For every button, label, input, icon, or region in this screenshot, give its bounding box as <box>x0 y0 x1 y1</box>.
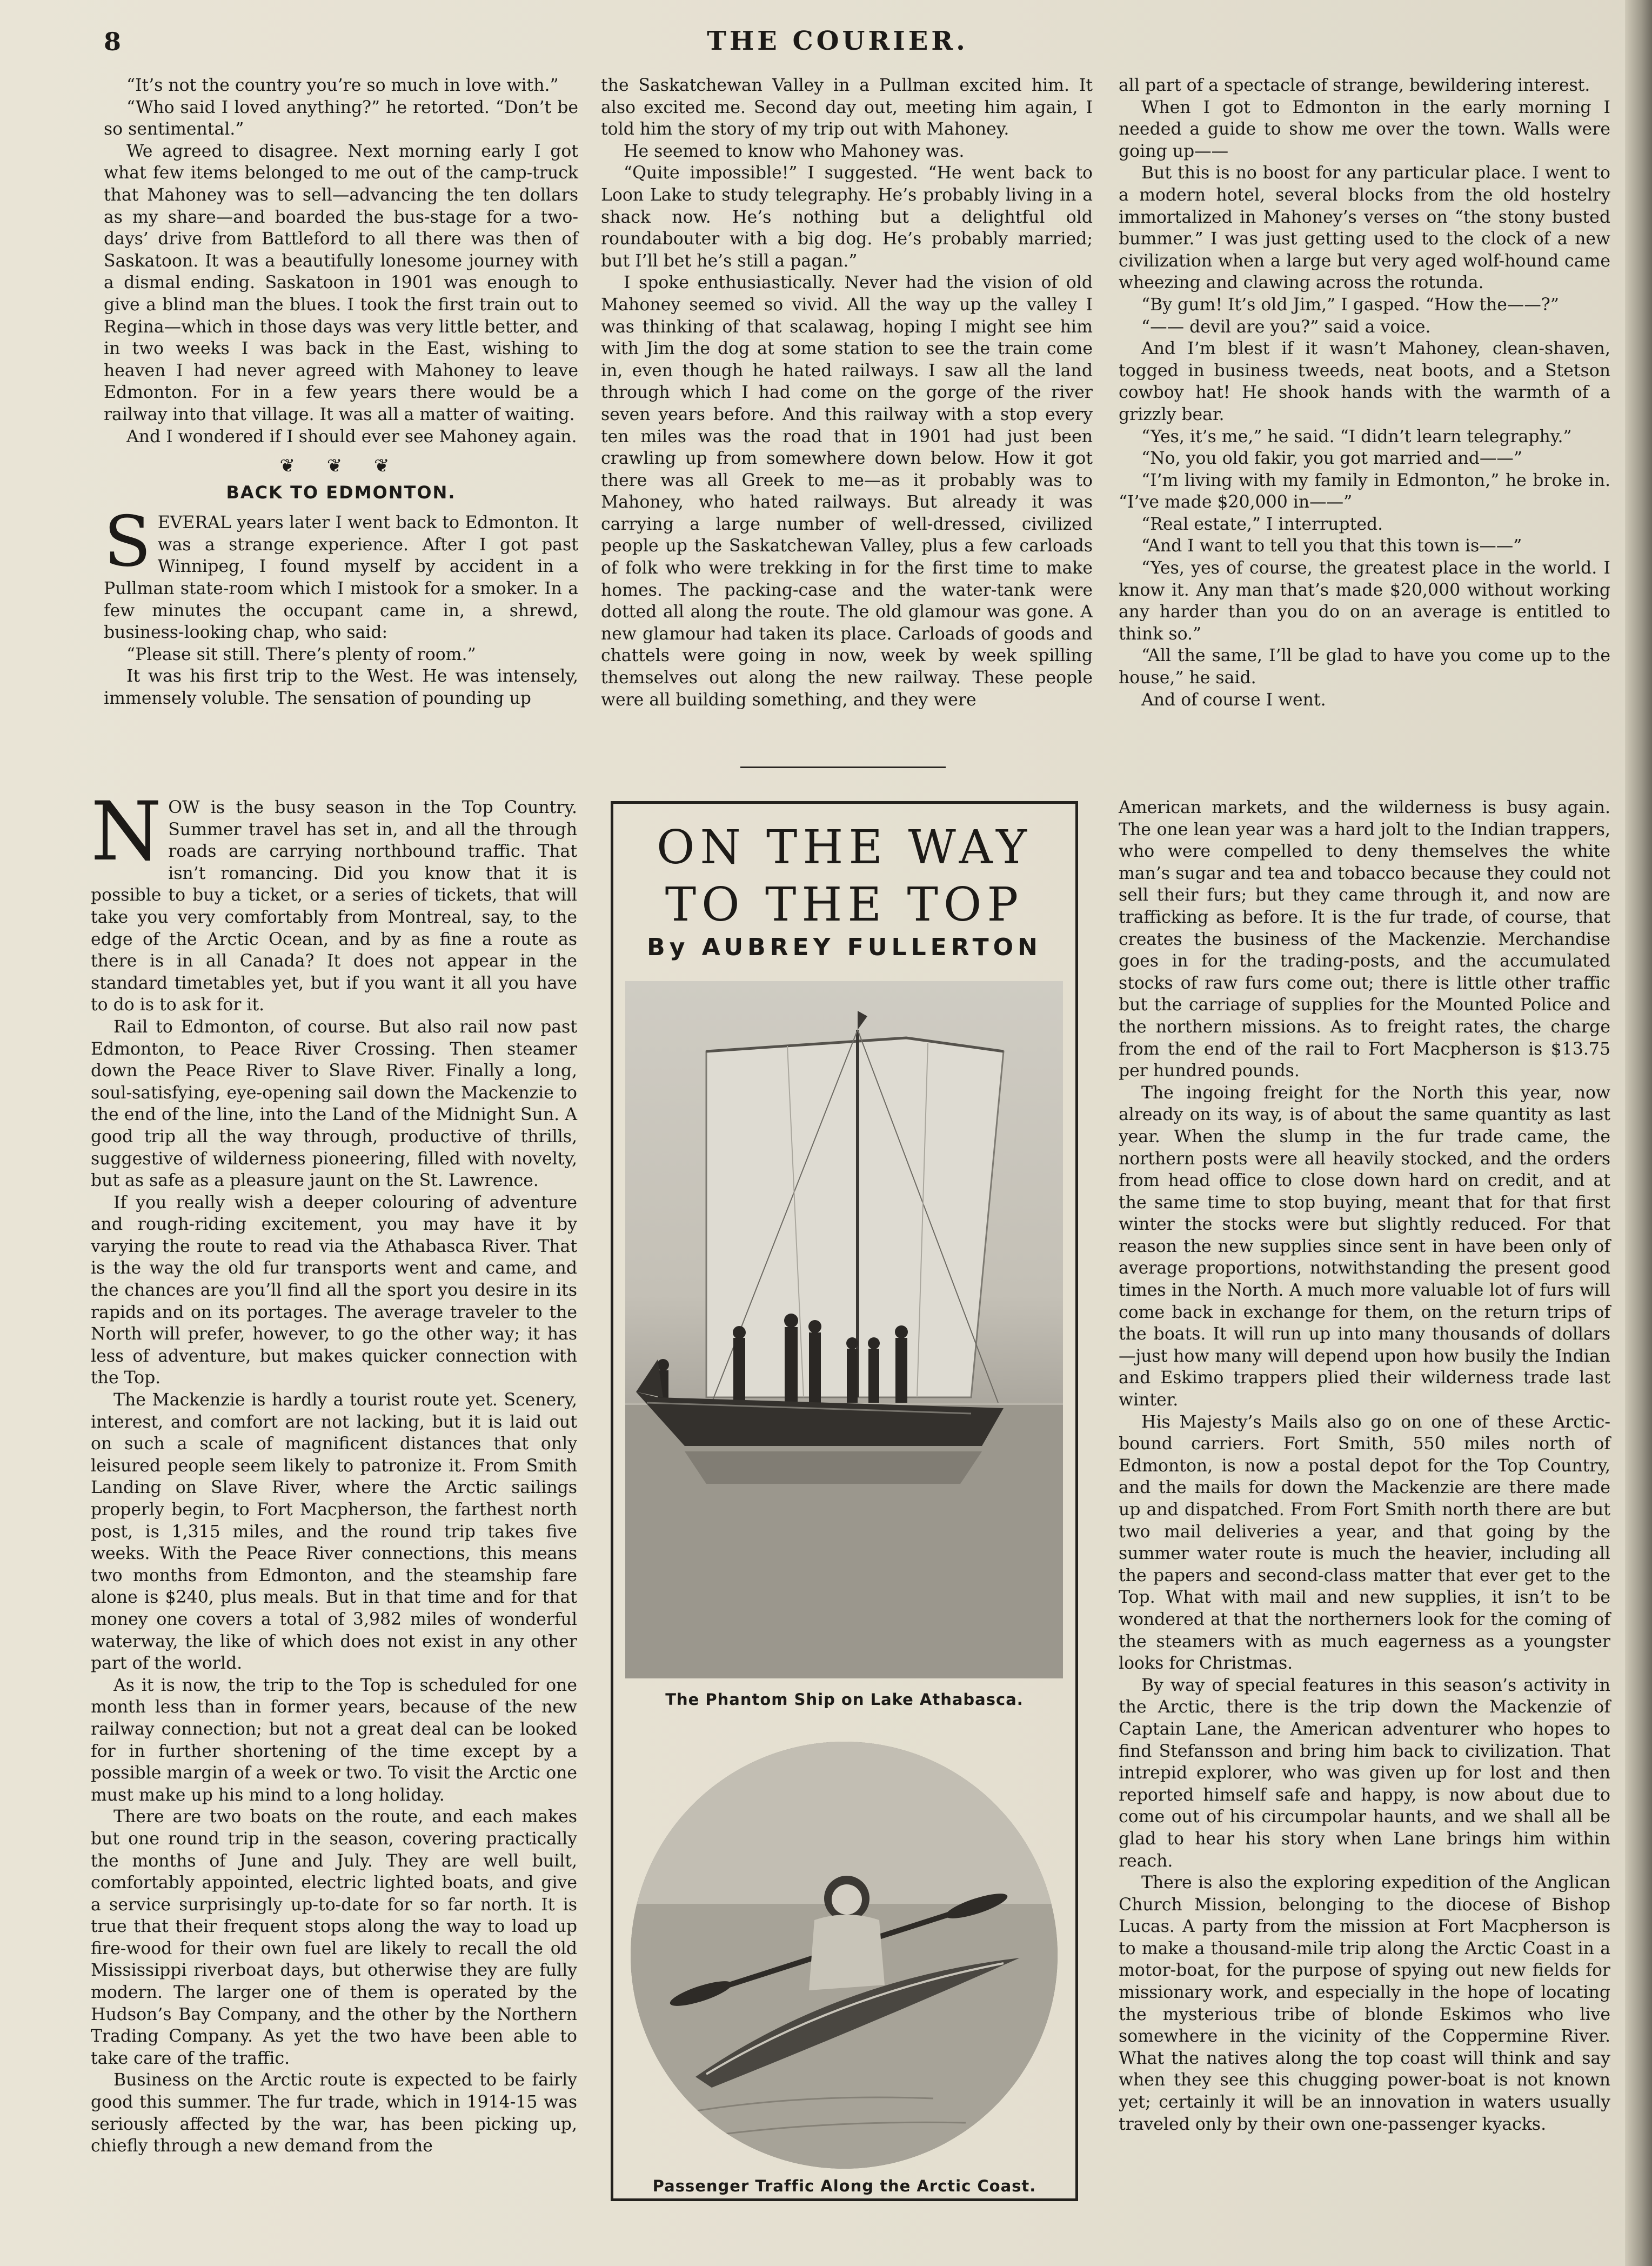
page-number: 8 <box>104 27 122 56</box>
sailboat-illustration <box>625 981 1063 1678</box>
paragraph: SEVERAL years later I went back to Edmonton. It was a strange experience. After I got past Winnipeg, I found myself by accident in a Pullman state-room which I mistook for a smoker. In a few minutes the occupant came in, a shrewd, business-looking chap, who said: <box>104 502 578 643</box>
page-edge-shadow <box>1625 0 1652 2266</box>
bottom-column-1 <box>91 785 577 2157</box>
drop-cap: N <box>91 785 162 879</box>
feature-title-line-2: TO THE TOP <box>665 878 1024 932</box>
paragraph: His Majesty’s Mails also go on one of these Arctic-bound carriers. Fort Smith, 550 miles north of Edmonton, is now a postal depot for the Top Country, and the mails for down the Mackenzie are there made up and dispatched. From Fort Smith north there are but two mail deliveries a year, and that going by the summer water route is much the heavier, including all the papers and second-class matter that ever get to the Top. What with mail and new supplies, it isn’t to be wondered at that the northerners look for the coming of the steamers with as much eagerness as a youngster looks for Christmas. <box>1119 1412 1610 1674</box>
feature-byline: By AUBREY FULLERTON <box>647 934 1042 961</box>
paragraph: And of course I went. <box>1141 690 1326 710</box>
paragraph: If you really wish a deeper colouring of adventure and rough-riding excitement, you may have it by varying the route to read via the Athabasca River. That is the way the old fur transports went and came, and the chances are you’ll find all the sport you desire in its rapids and on its portages. The average traveler to the North will prefer, however, to go the other way; it has less of adventure, but makes quicker connection with the Top. <box>91 1192 577 1388</box>
paragraph: Rail to Edmonton, of course. But also rail now past Edmonton, to Peace River Crossing. Then steamer down the Peace River to Slave River. Finally a long, soul-satisfying, eye-opening sail down the Mackenzie to the end of the line, into the Land of the Midnight Sun. A good trip all the way through, productive of thrills, suggestive of wilderness pioneering, filled with novelty, but as safe as a pleasure jaunt on the St. Lawrence. <box>91 1017 577 1191</box>
paragraph: “Real estate,” I interrupted. <box>1141 514 1383 534</box>
paragraph: “I’m living with my family in Edmonton,” he broke in. “I’ve made $20,000 in——” <box>1119 470 1610 512</box>
paragraph: And I’m blest if it wasn’t Mahoney, clean-shaven, togged in business tweeds, neat boots, and a Stetson cowboy hat! He shook hands with the warmth of a grizzly bear. <box>1119 339 1610 424</box>
photo1-caption: The Phantom Ship on Lake Athabasca. <box>665 1690 1024 1709</box>
paragraph: There are two boats on the route, and each makes but one round trip in the season, covering practically the months of June and July. They are well built, comfortably appointed, electric lighted boats, and give a service surprisingly up-to-date for so far north. It is true that their frequent stops along the way to load up fire-wood for their own fuel are likely to recall the old Mississippi riverboat days, but otherwise they are fully modern. The larger one of them is operated by the Hudson’s Bay Company, and the other by the Northern Trading Company. As yet the two have been able to take care of the traffic. <box>91 1807 577 2068</box>
paragraph: We agreed to disagree. Next morning early I got what few items belonged to me out of the camp-truck that Mahoney was to sell—advancing the ten dollars as my share—and boarded the bus-stage for a two-days’ drive from Battleford to all there was then of Saskatoon. It was a beautifully lonesome journey with a dismal ending. Saskatoon in 1901 was enough to give a blind man the blues. I took the first train out to Regina—which in those days was very little better, and in two weeks I was back in the East, wishing to heaven I had never agreed with Mahoney to leave Edmonton. For in a few years there would be a railway into that village. It was all a matter of waiting. <box>104 141 578 424</box>
photo2-caption: Passenger Traffic Along the Arctic Coast. <box>652 2177 1036 2195</box>
sailboat-photo <box>625 981 1063 1678</box>
paragraph: “Please sit still. There’s plenty of room.” <box>126 644 476 664</box>
kayak-illustration <box>631 1742 1058 2169</box>
paragraph: I spoke enthusiastically. Never had the vision of old Mahoney seemed so vivid. All the way up the valley I was thinking of that scalawag, hoping I might see him with Jim the dog at some station to see the train come in, even though he hated railways. I saw all the land through which I had come on the gorge of the river seven years before. And this railway with a stop every ten miles was the road that in 1901 had just been crawling up from somewhere down below. How it got there was all Greek to me—as it probably was to Mahoney, who hated railways. But already it was carrying a large number of well-dressed, civilized people up the Saskatchewan Valley, plus a few carloads of folk who were trekking in for the first time to make homes. The packing-case and the water-tank were dotted all along the route. The old glamour was gone. A new glamour had taken its place. Carloads of goods and chattels were going in now, week by week spilling themselves out along the new railway. These people were all building something, and they were <box>601 273 1093 710</box>
paragraph: “And I want to tell you that this town is——” <box>1141 536 1522 556</box>
paragraph: There is also the exploring expedition of the Anglican Church Mission, belonging to the diocese of Bishop Lucas. A party from the mission at Fort Macpherson is to make a thousand-mile trip along the Arctic Coast in a motor-boat, for the purpose of spying out new fields for missionary work, and especially in the hope of locating the mysterious tribe of blonde Eskimos who live somewhere in the vicinity of the Coppermine River. What the natives along the top coast will think and say when they see this chugging power-boat is not known yet; certainly it will be an innovation in waters usually traveled only by their own one-passenger kyacks. <box>1119 1873 1610 2134</box>
paragraph: But this is no boost for any particular place. I went to a modern hotel, several blocks from the old hostelry immortalized in Mahoney’s verses on “the stony busted bummer.” I was just getting used to the clock of a new civilization when a large but very aged wolf-hound came wheezing and clawing across the rotunda. <box>1119 163 1610 293</box>
bottom-column-3 <box>1119 797 1610 2135</box>
paragraph: By way of special features in this season’s activity in the Arctic, there is the trip down the Mackenzie of Captain Lane, the American adventurer who hopes to find Stefansson and bring him back to civilization. That intrepid explorer, who was given up for lost and then reported himself safe and happy, is now about due to come out of his circumpolar haunts, and we shall all be glad to hear his story when Lane brings him within reach. <box>1119 1675 1610 1871</box>
section-divider <box>740 767 946 768</box>
top-column-2 <box>601 75 1093 711</box>
paragraph: “Who said I loved anything?” he retorted. “Don’t be so sentimental.” <box>104 97 578 139</box>
publication-title: THE COURIER. <box>707 26 968 56</box>
paragraph: “By gum! It’s old Jim,” I gasped. “How the——?” <box>1141 295 1559 315</box>
feature-title-line-1: ON THE WAY <box>656 821 1033 875</box>
feature-box <box>611 801 1078 2201</box>
paragraph: “It’s not the country you’re so much in love with.” <box>126 76 559 95</box>
section-ornament: ❦ ❦ ❦ <box>279 455 403 477</box>
paragraph: The ingoing freight for the North this year, now already on its way, is of about the same quantity as last year. When the slump in the fur trade came, the northern posts were all heavily stocked, and the orders from head office to close down hard on credit, and at the same time to stop buying, meant that for that first winter the stocks were but slightly reduced. For that reason the new supplies since sent in have been only of average proportions, notwithstanding the present good times in the North. A much more valuable lot of furs will come back in exchange for them, on the return trips of the boats. It will run up into many thousands of dollars—just how many will depend upon how busily the Indian and Eskimo trappers plied their wilderness trade last winter. <box>1119 1083 1610 1410</box>
drop-cap: S <box>104 502 151 583</box>
paragraph: “Quite impossible!” I suggested. “He went back to Loon Lake to study telegraphy. He’s probably living in a shack now. He’s nothing but a delightful old roundabouter with a big dog. He’s probably married; but I’ll bet he’s still a pagan.” <box>601 163 1093 271</box>
paragraph: When I got to Edmonton in the early morning I needed a guide to show me over the town. Walls were going up—— <box>1119 97 1610 161</box>
kayak-photo <box>631 1742 1058 2169</box>
paragraph: all part of a spectacle of strange, bewildering interest. <box>1119 76 1590 95</box>
paragraph: And I wondered if I should ever see Mahoney again. <box>126 426 577 446</box>
paragraph: the Saskatchewan Valley in a Pullman excited him. It also excited me. Second day out, meeting him again, I told him the story of my trip out with Mahoney. <box>601 76 1093 139</box>
top-column-3 <box>1119 75 1610 711</box>
paragraph: As it is now, the trip to the Top is scheduled for one month less than in former years, because of the new railway connection; but not a great deal can be looked for in further shortening of the time except by a possible margin of a week or two. To visit the Arctic one must make up his mind to a long holiday. <box>91 1675 577 1805</box>
paragraph: “No, you old fakir, you got married and——” <box>1141 449 1523 469</box>
paragraph: “All the same, I’ll be glad to have you come up to the house,” he said. <box>1119 646 1610 688</box>
top-column-1 <box>104 75 578 710</box>
paragraph: The Mackenzie is hardly a tourist route yet. Scenery, interest, and comfort are not lacking, but it is laid out on such a scale of magnificent distances that only leisured people seem likely to patronize it. From Smith Landing on Slave River, where the Arctic sailings properly begin, to Fort Macpherson, the farthest north post, is 1,315 miles, and the round trip takes five weeks. With the Peace River connections, this means two months from Edmonton, and the steamship fare alone is $240, plus meals. But in that time and for that money one covers a total of 3,982 miles of wonderful waterway, the like of which does not exist in any other part of the world. <box>91 1390 577 1674</box>
paragraph: NOW is the busy season in the Top Country. Summer travel has set in, and all the through roads are carrying northbound traffic. That isn’t romancing. Did you know that it is possible to buy a ticket, or a series of tickets, that will take you very comfortably from Montreal, say, to the edge of the Arctic Ocean, and by as fine a route as there is in all Canada? It does not appear in the standard timetables yet, but if you want it all you have to do is to ask for it. <box>91 785 577 1015</box>
paragraph: “Yes, yes of course, the greatest place in the world. I know it. Any man that’s made $20,000 without working any harder than you do on an average is entitled to think so.” <box>1119 558 1610 644</box>
paragraph: He seemed to know who Mahoney was. <box>624 141 965 161</box>
paragraph: American markets, and the wilderness is busy again. The one lean year was a hard jolt to the Indian trappers, who were compelled to deny themselves the white man’s sugar and tea and tobacco because they could not sell their furs; but they came through it, and now are trafficking as before. It is the fur trade, of course, that creates the business of the Mackenzie. Merchandise goes in for the trading-posts, and the accumulated stocks of raw furs come out; there is little other traffic but the carriage of supplies for the Mounted Police and the northern missions. As to freight rates, the charge from the end of the rail to Fort Macpherson is $13.75 per hundred pounds. <box>1119 798 1610 1081</box>
paragraph: It was his first trip to the West. He was intensely, immensely voluble. The sensation of pounding up <box>104 667 578 709</box>
paragraph: “Yes, it’s me,” he said. “I didn’t learn telegraphy.” <box>1141 426 1572 446</box>
paragraph: Business on the Arctic route is expected to be fairly good this summer. The fur trade, which in 1914-15 was seriously affected by the war, has been picking up, chiefly through a new demand from the <box>91 2070 577 2156</box>
paragraph: “—— devil are you?” said a voice. <box>1141 317 1431 337</box>
section-subhead: BACK TO EDMONTON. <box>226 482 456 503</box>
